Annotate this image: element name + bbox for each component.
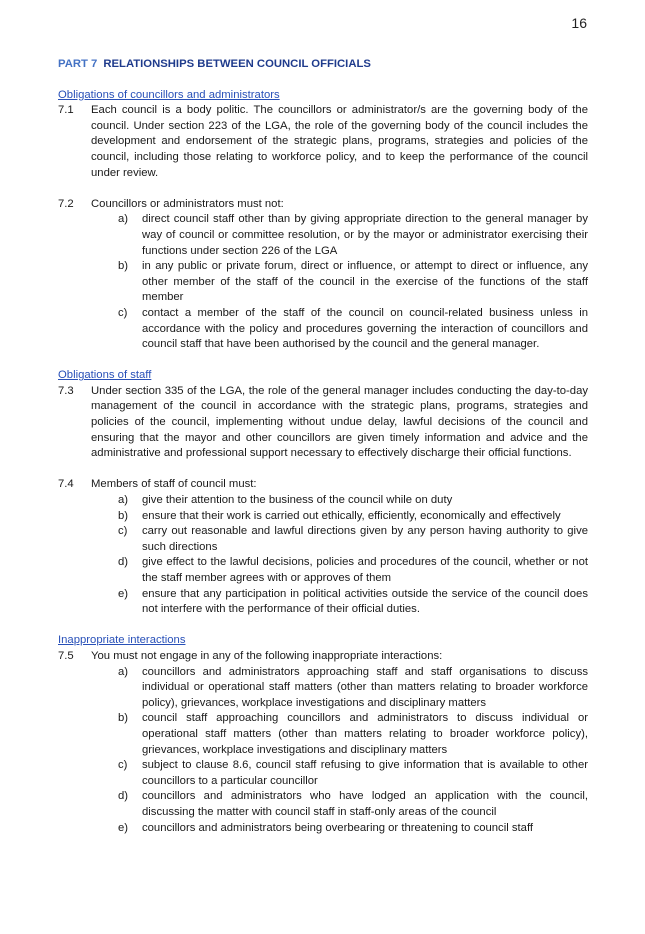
list-item — [118, 665, 588, 712]
item-text: direct council staff other than by giving appropriate direction to the general manager by way of council or committee resolution, or by the mayor or administrator exercising their functions under section 226 of the LGA — [142, 213, 588, 257]
clause-number: 7.4 — [58, 478, 74, 491]
clause-text: Each council is a body politic. The councillors or administrator/s are the governing body of the council. Under section 223 of the LGA, the role of the governing body of the council includes the development and endorsement of the strategic plans, programs, strategies and policies of the council, including those relating to workforce policy, and to keep the performance of the council under review. — [91, 104, 588, 179]
section-title-interactions: Inappropriate interactions — [58, 634, 186, 647]
clause-number: 7.1 — [58, 104, 74, 117]
item-text: give effect to the lawful decisions, policies and procedures of the council, whether or not the staff member agrees with or approves of them — [142, 556, 588, 584]
clause-7-2 — [58, 197, 588, 213]
section-title-staff: Obligations of staff — [58, 369, 152, 382]
clause-text: Councillors or administrators must not: — [91, 197, 284, 210]
item-letter: c) — [118, 759, 128, 772]
clause-7-4 — [58, 477, 588, 493]
item-text: ensure that their work is carried out ethically, efficiently, economically and effectively — [142, 509, 561, 522]
clause-text: Members of staff of council must: — [91, 478, 257, 491]
list-item — [118, 306, 588, 353]
item-text: council staff approaching councillors and administrators to discuss individual or operational staff matters (other than matters relating to broader workforce policy), grievances, workplace investigations and disciplinary matters — [142, 712, 588, 756]
page-content — [58, 57, 588, 836]
list-item — [118, 555, 588, 586]
page-number: 16 — [571, 15, 587, 31]
list-item — [118, 587, 588, 618]
clause-7-4-items — [118, 493, 588, 618]
list-item — [118, 509, 588, 525]
item-letter: a) — [118, 665, 129, 678]
item-letter: e) — [118, 821, 129, 834]
clause-7-5 — [58, 649, 588, 665]
list-item — [118, 212, 588, 259]
item-letter: c) — [118, 525, 128, 538]
clause-number: 7.2 — [58, 197, 74, 210]
item-text: councillors and administrators being overbearing or threatening to council staff — [142, 821, 534, 834]
item-letter: a) — [118, 494, 129, 507]
clause-text: You must not engage in any of the following inappropriate interactions: — [91, 649, 443, 662]
clause-number: 7.5 — [58, 649, 74, 662]
item-letter: d) — [118, 790, 129, 803]
part-number: PART 7 — [58, 58, 98, 70]
item-letter: b) — [118, 260, 129, 273]
item-text: councillors and administrators approaching staff and staff organisations to discuss individual or operational staff matters (other than matters relating to broader workforce policy), grievances, workplace investigations and disciplinary matters — [142, 665, 588, 709]
part-heading — [58, 57, 588, 73]
item-letter: a) — [118, 213, 129, 226]
list-item — [118, 821, 588, 837]
item-letter: c) — [118, 306, 128, 319]
item-text: in any public or private forum, direct or influence, or attempt to direct or influence, any other member of the staff of the council in the exercise of the functions of the staff member — [142, 260, 588, 304]
item-text: subject to clause 8.6, council staff refusing to give information that is available to other councillors to a particular councillor — [142, 759, 588, 787]
list-item — [118, 259, 588, 306]
clause-7-2-items — [118, 212, 588, 352]
clause-text: Under section 335 of the LGA, the role of the general manager includes conducting the day-to-day management of the council in accordance with the strategic plans, programs, strategies and policies of the council, implementing without undue delay, lawful decisions of the council and ensuring that the mayor and other councillors are given timely information and advice and the administrative and professional support necessary to effectively discharge their official functions. — [91, 384, 588, 460]
clause-7-1 — [58, 103, 588, 181]
item-text: councillors and administrators who have lodged an application with the council, discussing the matter with council staff in staff-only areas of the council — [142, 790, 588, 818]
item-letter: b) — [118, 712, 129, 725]
list-item — [118, 711, 588, 758]
list-item — [118, 758, 588, 789]
clause-7-5-items — [118, 665, 588, 837]
section-title-councillors: Obligations of councillors and administrators — [58, 88, 280, 101]
item-text: ensure that any participation in political activities outside the service of the council does not interfere with the performance of their official duties. — [142, 587, 588, 616]
item-text: give their attention to the business of the council while on duty — [142, 494, 453, 507]
item-letter: b) — [118, 509, 129, 522]
clause-number: 7.3 — [58, 384, 74, 397]
item-text: carry out reasonable and lawful directions given by any person having authority to give such directions — [142, 525, 588, 553]
clause-7-3 — [58, 384, 588, 462]
list-item — [118, 493, 588, 509]
part-title: RELATIONSHIPS BETWEEN COUNCIL OFFICIALS — [103, 58, 371, 70]
item-text: contact a member of the staff of the council on council-related business unless in accordance with the policy and procedures governing the interaction of councillors and council staff that have been authorised by the council and the general manager. — [142, 306, 588, 351]
list-item — [118, 789, 588, 820]
list-item — [118, 524, 588, 555]
item-letter: d) — [118, 556, 129, 569]
item-letter: e) — [118, 587, 129, 600]
